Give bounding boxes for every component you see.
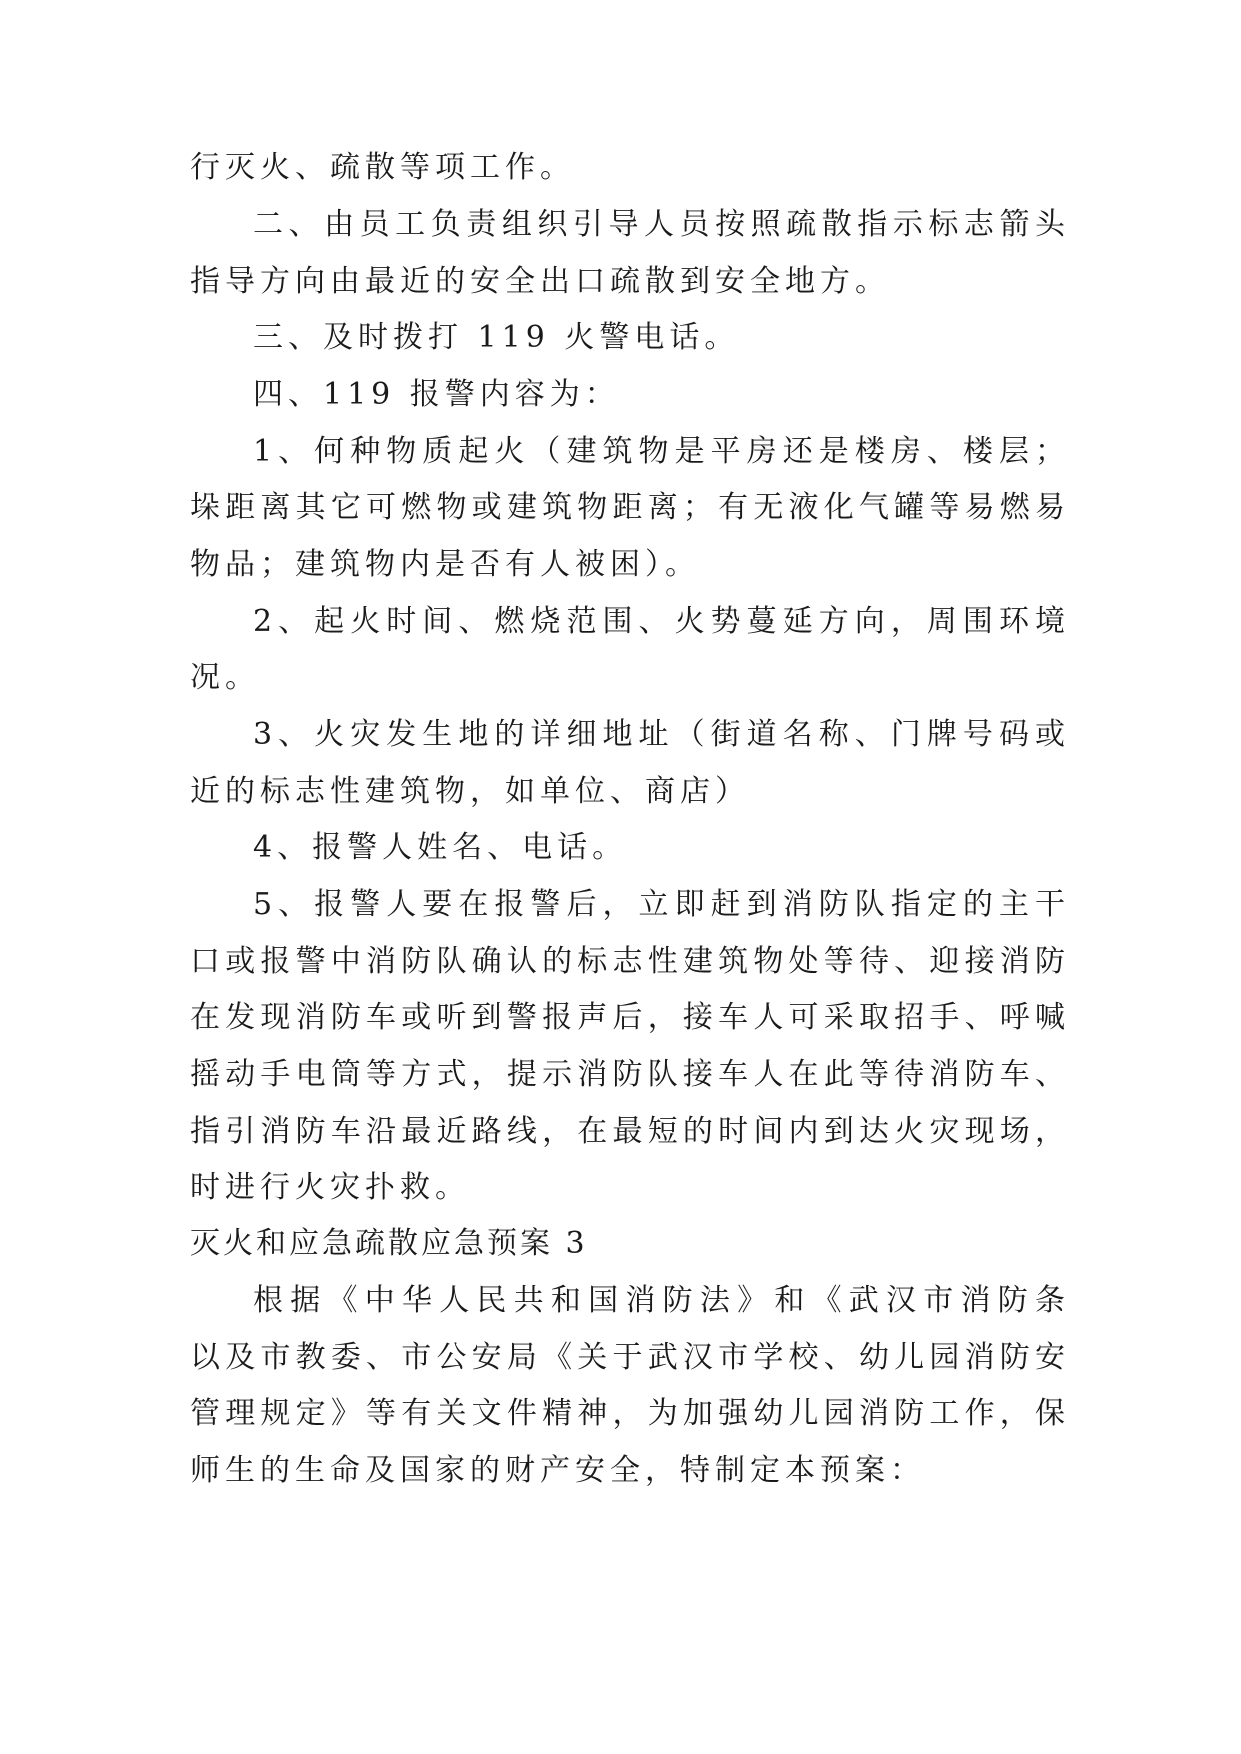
- paragraph-line: 在发现消防车或听到警报声后，接车人可采取招手、呼喊: [190, 1000, 1070, 1035]
- paragraph-line: 师生的生命及国家的财产安全，特制定本预案：: [190, 1453, 925, 1488]
- paragraph-line: 近的标志性建筑物，如单位、商店）: [190, 774, 750, 809]
- paragraph-line: 物品；建筑物内是否有人被困）。: [190, 547, 700, 582]
- paragraph-line: 二、由员工负责组织引导人员按照疏散指示标志箭头: [253, 207, 1070, 242]
- section-heading: 灭火和应急疏散应急预案 3: [190, 1226, 588, 1261]
- paragraph-line: 时进行火灾扑救。: [190, 1170, 470, 1205]
- paragraph-line: 5、报警人要在报警后，立即赶到消防队指定的主干: [253, 887, 1070, 922]
- paragraph-line: 行灭火、疏散等项工作。: [190, 150, 575, 185]
- paragraph-line: 指导方向由最近的安全出口疏散到安全地方。: [190, 264, 890, 299]
- paragraph-line: 四、119 报警内容为：: [253, 377, 620, 412]
- paragraph-line: 以及市教委、市公安局《关于武汉市学校、幼儿园消防安: [190, 1340, 1070, 1375]
- paragraph-line: 垛距离其它可燃物或建筑物距离；有无液化气罐等易燃易: [190, 490, 1070, 525]
- paragraph-line: 2、起火时间、燃烧范围、火势蔓延方向，周围环境: [253, 604, 1070, 639]
- paragraph-line: 指引消防车沿最近路线，在最短的时间内到达火灾现场，: [190, 1114, 1070, 1149]
- paragraph-line: 3、火灾发生地的详细地址（街道名称、门牌号码或: [253, 717, 1070, 752]
- paragraph-line: 4、报警人姓名、电话。: [253, 830, 628, 865]
- paragraph-line: 1、何种物质起火（建筑物是平房还是楼房、楼层；: [253, 434, 1070, 469]
- paragraph-line: 根据《中华人民共和国消防法》和《武汉市消防条: [253, 1283, 1070, 1318]
- paragraph-line: 管理规定》等有关文件精神，为加强幼儿园消防工作，保: [190, 1396, 1070, 1431]
- paragraph-line: 口或报警中消防队确认的标志性建筑物处等待、迎接消防: [190, 944, 1070, 979]
- paragraph-line: 况。: [190, 660, 260, 695]
- paragraph-line: 摇动手电筒等方式，提示消防队接车人在此等待消防车、: [190, 1057, 1070, 1092]
- paragraph-line: 三、及时拨打 119 火警电话。: [253, 320, 740, 355]
